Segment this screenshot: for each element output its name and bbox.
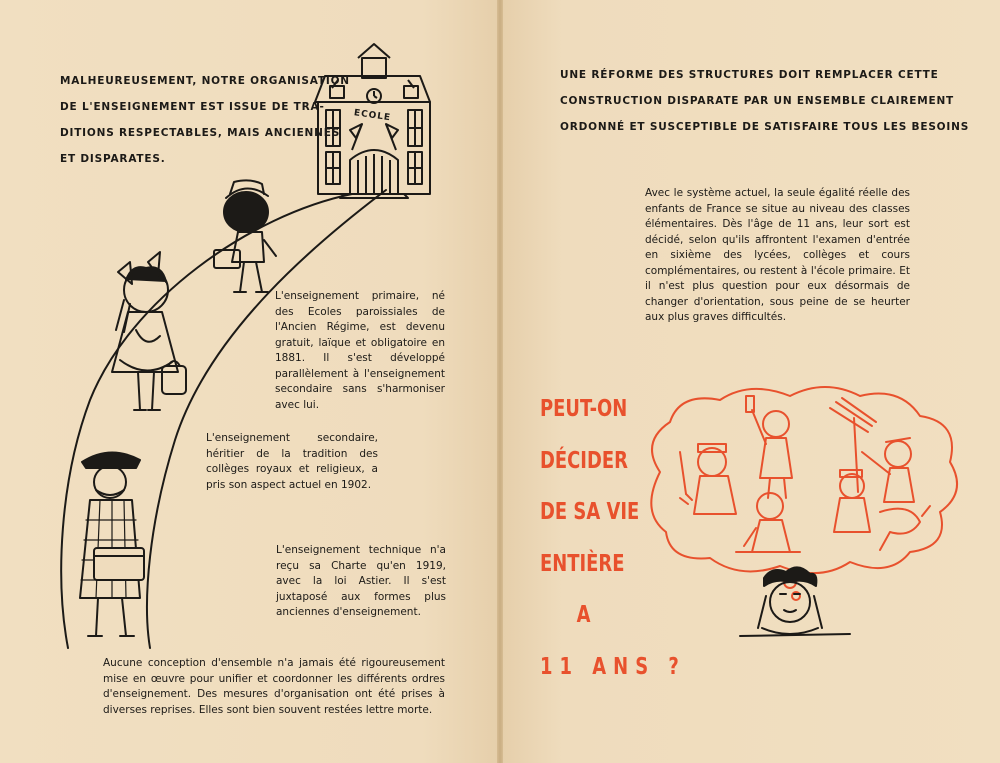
question-line-1: PEUT-ON: [540, 396, 628, 422]
chemist-figure-icon: [746, 396, 792, 498]
thought-cloud: [651, 387, 957, 573]
dream-cloud-illustration: [640, 382, 970, 642]
paragraph-primary-education: L'enseignement primaire, né des Ecoles paroissiales de l'Ancien Régime, est devenu gratuit, laïque et obligatoire en 1881. Il s'est développé parallèlement à l'enseignement secondaire sans s'harmoniser avec lui.: [275, 290, 445, 411]
right-heading-line-2: CONSTRUCTION DISPARATE PAR UN ENSEMBLE CLAIREMENT: [560, 95, 955, 107]
left-heading-line-3: DITIONS RESPECTABLES, MAIS ANCIENNES: [60, 127, 341, 139]
thinking-child-figure: [740, 567, 850, 636]
question-line-4: ENTIÈRE: [540, 550, 625, 577]
writer-figure-icon: [736, 493, 800, 552]
paragraph-secondary-education: L'enseignement secondaire, héritier de la tradition des collèges royaux et religieux, a pris son aspect actuel en 1902.: [206, 432, 378, 491]
right-heading-line-1: UNE RÉFORME DES STRUCTURES DOIT REMPLACER CETTE: [560, 69, 939, 81]
paragraph-technical-education: L'enseignement technique n'a reçu sa Charte qu'en 1919, avec la loi Astier. Il s'est juxtaposé aux formes plus anciennes d'enseignement.: [276, 544, 446, 618]
left-heading-line-4: ET DISPARATES.: [60, 153, 166, 165]
question-line-3: DE SA VIE: [540, 499, 640, 525]
left-heading-line-1: MALHEUREUSEMENT, NOTRE ORGANISATION: [60, 75, 350, 87]
man-with-beret-figure: [80, 452, 144, 636]
big-question: [540, 384, 686, 693]
question-line-2: DÉCIDER: [540, 447, 628, 474]
school-sign: ECOLE: [353, 108, 392, 124]
left-heading: [60, 68, 350, 172]
electrician-figure-icon: [830, 398, 914, 502]
paragraph-no-overall-concept: Aucune conception d'ensemble n'a jamais été rigoureusement mise en œuvre pour unifier et coordonner les différents ordres d'enseignement. Des mesures d'organisation ont été prises à diverses reprises. Elles sont bien souvent restées lettre morte.: [103, 657, 445, 716]
right-heading-line-3: ORDONNÉ ET SUSCEPTIBLE DE SATISFAIRE TOUS LES BESOINS: [560, 121, 970, 133]
paragraph-current-system: Avec le système actuel, la seule égalité réelle des enfants de France se situe au niveau des classes élémentaires. Dès l'âge de 11 ans, leur sort est décidé, selon qu'ils affrontent l'examen d'entrée en sixième des lycées, collèges et cours complémentaires, ou restent à l'école primaire. Et il n'est plus question pour eux désormais de changer d'orientation, sous peine de se heurter aux plus graves difficultés.: [645, 187, 910, 323]
school-building-icon: [315, 44, 430, 198]
soldier-on-horse-figure-icon: [834, 470, 930, 550]
question-line-5: A: [576, 602, 591, 628]
girl-with-bow-figure: [112, 252, 186, 410]
left-heading-line-2: DE L'ENSEIGNEMENT EST ISSUE DE TRA-: [60, 101, 325, 113]
welder-figure-icon: [680, 444, 736, 514]
question-line-6: 11 ANS ?: [540, 653, 686, 680]
right-heading: [560, 62, 970, 140]
